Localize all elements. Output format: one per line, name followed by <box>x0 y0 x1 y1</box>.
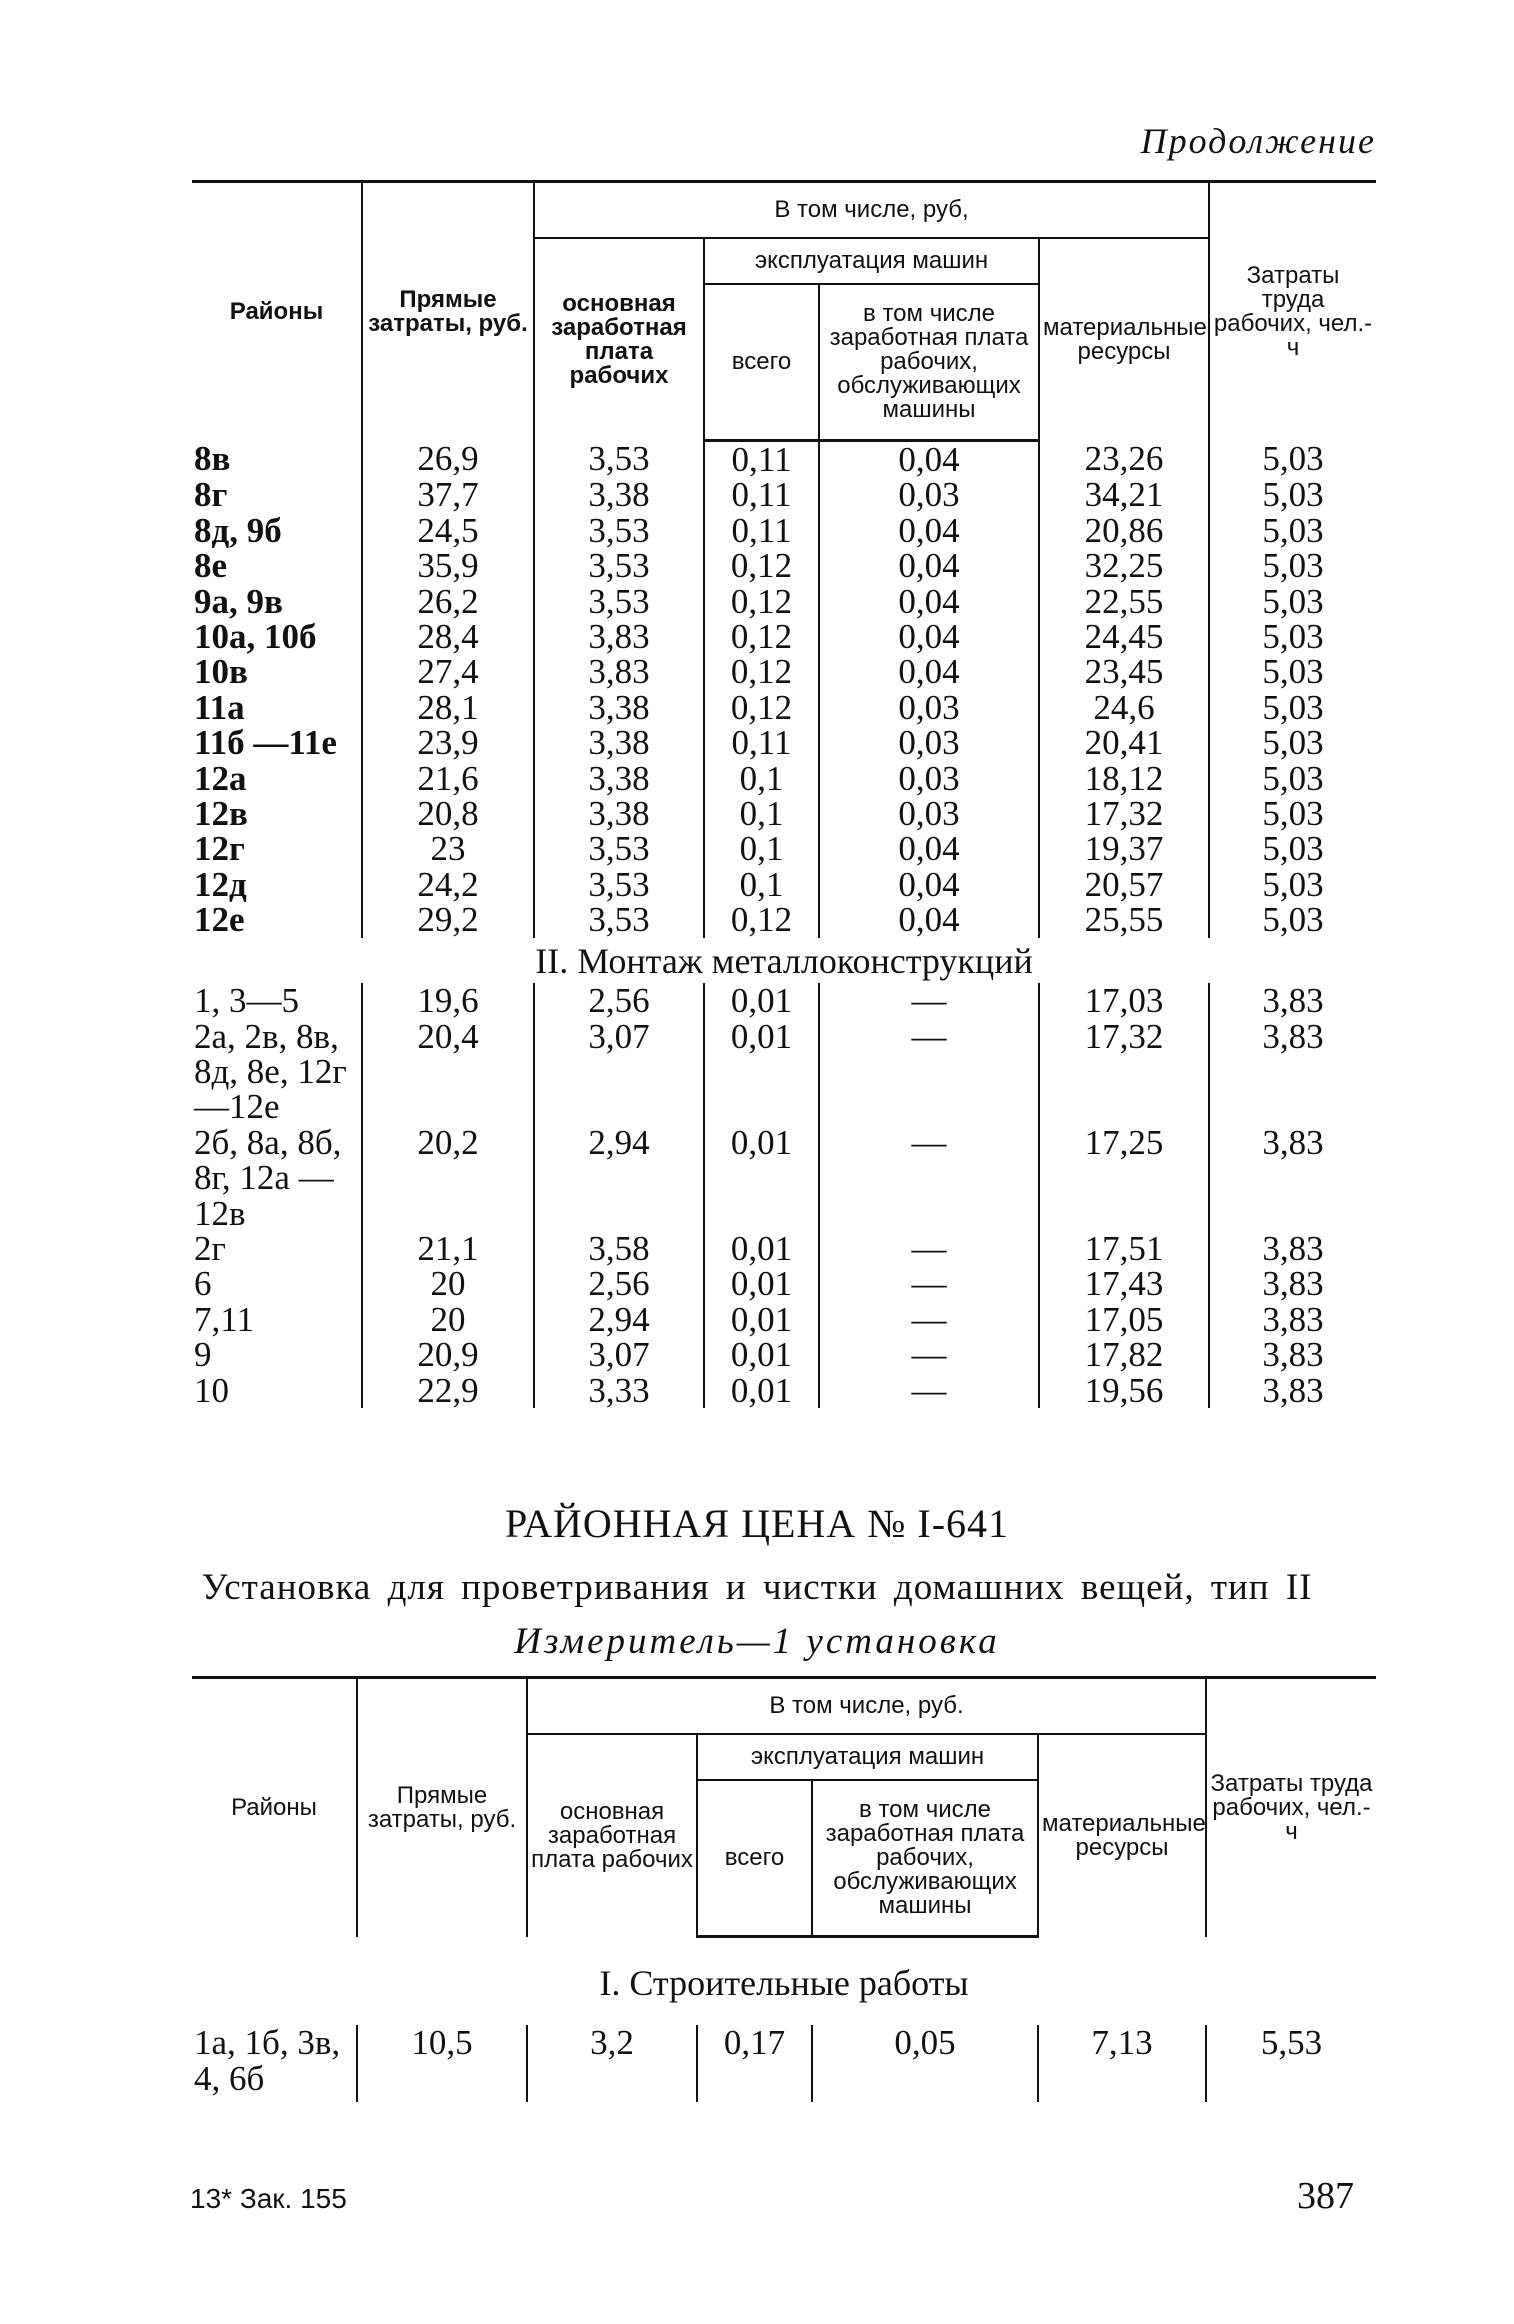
cell-value: 5,03 <box>1209 513 1376 548</box>
cell-value: 0,12 <box>704 690 819 725</box>
cell-value: 5,03 <box>1209 548 1376 583</box>
cell-value: 17,32 <box>1039 796 1209 831</box>
cell-value: 0,04 <box>819 513 1039 548</box>
cell-value: 3,07 <box>534 1019 704 1125</box>
cell-value: 3,53 <box>534 584 704 619</box>
cell-value: 5,03 <box>1209 867 1376 902</box>
cell-value: 5,03 <box>1209 690 1376 725</box>
cell-value: — <box>819 1373 1039 1408</box>
cell-value: 3,53 <box>534 513 704 548</box>
price-table-1 <box>192 180 1376 1408</box>
table-row <box>192 1125 1376 1231</box>
col-ekspluatatsiya: эксплуатация машин <box>704 238 1039 284</box>
cell-rayon: 11б —11е <box>194 723 337 763</box>
col2-materialnye: материальные ресурсы <box>1038 1734 1206 1937</box>
cell-value: — <box>819 1125 1039 1231</box>
cell-rayon: 1, 3—5 <box>194 981 299 1021</box>
table-row <box>192 1231 1376 1266</box>
cell-value: 0,12 <box>704 619 819 654</box>
cell-value: 34,21 <box>1039 477 1209 512</box>
cell-value: 0,11 <box>704 441 819 478</box>
cell-value: — <box>819 1231 1039 1266</box>
cell-value: 17,03 <box>1039 983 1209 1018</box>
cell-value: 0,11 <box>704 513 819 548</box>
cell-value: 0,1 <box>704 796 819 831</box>
cell-value: 0,03 <box>819 725 1039 760</box>
cell-value: 20,86 <box>1039 513 1209 548</box>
cell-rayon: 7,11 <box>194 1299 254 1339</box>
cell-rayon: 1а, 1б, 3в, 4, 6б <box>194 2023 341 2098</box>
cell-value: 24,2 <box>362 867 534 902</box>
page-number: 387 <box>1297 2175 1354 2217</box>
table-row <box>192 796 1376 831</box>
cell-value: 0,12 <box>704 584 819 619</box>
cell-value: 5,03 <box>1209 761 1376 796</box>
cell-value: 21,6 <box>362 761 534 796</box>
cell-value: 3,53 <box>534 902 704 937</box>
col2-pryamye: Прямые затраты, руб. <box>357 1678 527 1937</box>
cell-value: 0,01 <box>704 1337 819 1372</box>
cell-value: 23,26 <box>1039 441 1209 478</box>
cell-value: 17,82 <box>1039 1337 1209 1372</box>
cell-value: 5,53 <box>1206 2025 1376 2102</box>
table-row <box>192 867 1376 902</box>
cell-value: 17,51 <box>1039 1231 1209 1266</box>
cell-value: 0,04 <box>819 441 1039 478</box>
cell-value: — <box>819 983 1039 1018</box>
table-row <box>192 1266 1376 1301</box>
table-row <box>192 441 1376 478</box>
cell-value: 0,1 <box>704 867 819 902</box>
cell-value: 0,04 <box>819 548 1039 583</box>
footer-order: 13* Зак. 155 <box>190 2183 347 2214</box>
cell-value: 3,38 <box>534 761 704 796</box>
cell-rayon: 12а <box>194 758 247 798</box>
cell-value: 0,01 <box>704 1266 819 1301</box>
cell-value: 3,2 <box>527 2025 697 2102</box>
cell-value: 5,03 <box>1209 584 1376 619</box>
col-zatraty: Затраты труда рабочих, чел.-ч <box>1209 182 1376 441</box>
cell-value: 26,2 <box>362 584 534 619</box>
cell-value: 5,03 <box>1209 619 1376 654</box>
continuation-label: Продолжение <box>1140 121 1376 161</box>
col2-vsego: всего <box>697 1780 812 1937</box>
cell-value: 24,45 <box>1039 619 1209 654</box>
cell-value: 3,83 <box>1209 983 1376 1018</box>
cell-value: 0,1 <box>704 831 819 866</box>
cell-value: 3,53 <box>534 867 704 902</box>
cell-value: 18,12 <box>1039 761 1209 796</box>
table-row <box>192 1302 1376 1337</box>
cell-value: 5,03 <box>1209 654 1376 689</box>
col2-zatraty: Затраты труда рабочих, чел.-ч <box>1206 1678 1376 1937</box>
cell-value: 3,33 <box>534 1373 704 1408</box>
table-row <box>192 690 1376 725</box>
cell-value: — <box>819 1337 1039 1372</box>
cell-value: 0,04 <box>819 867 1039 902</box>
table-row <box>192 619 1376 654</box>
cell-value: 24,5 <box>362 513 534 548</box>
cell-value: 25,55 <box>1039 902 1209 937</box>
cell-value: 3,83 <box>1209 1373 1376 1408</box>
cell-value: 0,12 <box>704 902 819 937</box>
cell-value: 5,03 <box>1209 831 1376 866</box>
cell-value: 19,56 <box>1039 1373 1209 1408</box>
cell-value: 0,03 <box>819 690 1039 725</box>
col-rayony: Районы <box>192 182 362 441</box>
cell-value: 3,53 <box>534 831 704 866</box>
cell-value: 20,4 <box>362 1019 534 1125</box>
cell-value: 20,2 <box>362 1125 534 1231</box>
cell-value: 20,41 <box>1039 725 1209 760</box>
cell-value: 2,56 <box>534 983 704 1018</box>
cell-value: 3,38 <box>534 725 704 760</box>
table-row <box>192 513 1376 548</box>
cell-value: 3,53 <box>534 548 704 583</box>
table-row <box>192 902 1376 937</box>
price-title: РАЙОННАЯ ЦЕНА № I-641 <box>504 1501 1010 1546</box>
cell-value: — <box>819 1302 1039 1337</box>
cell-value: 21,1 <box>362 1231 534 1266</box>
cell-value: 3,83 <box>1209 1266 1376 1301</box>
table2-section1 <box>192 1937 1376 2026</box>
col-materialnye: материальные ресурсы <box>1039 238 1209 441</box>
cell-value: 0,04 <box>819 654 1039 689</box>
cell-rayon: 10а, 10б <box>194 617 317 657</box>
cell-value: 0,04 <box>819 831 1039 866</box>
cell-value: 3,83 <box>1209 1125 1376 1231</box>
cell-value: 5,03 <box>1209 902 1376 937</box>
cell-value: 35,9 <box>362 548 534 583</box>
cell-value: 0,01 <box>704 1125 819 1231</box>
cell-value: 0,1 <box>704 761 819 796</box>
cell-value: 20 <box>362 1302 534 1337</box>
cell-value: — <box>819 1019 1039 1125</box>
cell-value: 7,13 <box>1038 2025 1206 2102</box>
cell-value: 20,57 <box>1039 867 1209 902</box>
cell-value: 17,25 <box>1039 1125 1209 1231</box>
cell-rayon: 12в <box>194 794 248 834</box>
col2-osnovnaya: основная заработная плата рабочих <box>527 1734 697 1937</box>
cell-value: 22,55 <box>1039 584 1209 619</box>
cell-value: 5,03 <box>1209 477 1376 512</box>
cell-value: 5,03 <box>1209 441 1376 478</box>
cell-value: 0,11 <box>704 725 819 760</box>
col-osnovnaya: основная заработная плата рабочих <box>534 238 704 441</box>
cell-value: 23,9 <box>362 725 534 760</box>
table-row <box>192 584 1376 619</box>
cell-value: 32,25 <box>1039 548 1209 583</box>
cell-rayon: 12г <box>194 829 245 869</box>
table-row <box>192 831 1376 866</box>
measure-unit: Измеритель—1 установка <box>514 1621 1000 1662</box>
cell-rayon: 8е <box>194 546 228 586</box>
cell-value: 37,7 <box>362 477 534 512</box>
cell-rayon: 11а <box>194 687 245 727</box>
section-title: II. Монтаж металлоконструкций <box>535 940 1033 981</box>
cell-value: 0,03 <box>819 796 1039 831</box>
table-row <box>192 477 1376 512</box>
col2-rayony: Районы <box>192 1678 357 1937</box>
cell-value: 27,4 <box>362 654 534 689</box>
cell-value: 2,94 <box>534 1125 704 1231</box>
cell-value: 19,37 <box>1039 831 1209 866</box>
cell-value: 3,83 <box>1209 1019 1376 1125</box>
table-row <box>192 1337 1376 1372</box>
cell-rayon: 10 <box>194 1370 229 1410</box>
cell-rayon: 12д <box>194 864 247 904</box>
table-row <box>192 725 1376 760</box>
cell-rayon: 6 <box>194 1264 212 1304</box>
cell-value: 0,01 <box>704 983 819 1018</box>
cell-value: 2,56 <box>534 1266 704 1301</box>
cell-value: 0,01 <box>704 1373 819 1408</box>
cell-value: 3,83 <box>534 654 704 689</box>
cell-value: 0,04 <box>819 584 1039 619</box>
cell-value: 17,05 <box>1039 1302 1209 1337</box>
cell-value: 3,38 <box>534 796 704 831</box>
cell-value: 24,6 <box>1039 690 1209 725</box>
cell-rayon: 2г <box>194 1228 226 1268</box>
col-v-tom-chisle-zp: в том числе заработная плата рабочих, обслуживающих машины <box>819 284 1039 441</box>
table1-section2 <box>192 938 1376 983</box>
cell-value: 0,01 <box>704 1231 819 1266</box>
cell-value: 3,38 <box>534 690 704 725</box>
cell-value: — <box>819 1266 1039 1301</box>
table-row <box>192 654 1376 689</box>
section-title: I. Строительные работы <box>599 1963 969 2003</box>
cell-value: 26,9 <box>362 441 534 478</box>
cell-value: 10,5 <box>357 2025 527 2102</box>
col-vsego: всего <box>704 284 819 441</box>
cell-value: 22,9 <box>362 1373 534 1408</box>
col-v-tom-chisle: В том числе, руб, <box>534 182 1209 239</box>
cell-rayon: 8д, 9б <box>194 510 282 550</box>
cell-value: 3,38 <box>534 477 704 512</box>
cell-value: 28,1 <box>362 690 534 725</box>
cell-value: 3,83 <box>1209 1337 1376 1372</box>
table-row <box>192 548 1376 583</box>
cell-rayon: 2а, 2в, 8в, 8д, 8е, 12г —12е <box>194 1016 347 1127</box>
col2-v-tom-chisle: В том числе, руб. <box>527 1678 1206 1735</box>
cell-value: 0,01 <box>704 1019 819 1125</box>
cell-rayon: 9а, 9в <box>194 581 283 621</box>
cell-value: 17,43 <box>1039 1266 1209 1301</box>
item-title: Установка для проветривания и чистки домашних вещей, тип II <box>201 1567 1313 1608</box>
cell-value: 0,17 <box>697 2025 812 2102</box>
cell-value: 3,83 <box>1209 1231 1376 1266</box>
cell-rayon: 8г <box>194 475 228 515</box>
col-pryamye: Прямые затраты, руб. <box>362 182 534 441</box>
cell-value: 23 <box>362 831 534 866</box>
cell-value: 0,12 <box>704 654 819 689</box>
cell-value: 20,9 <box>362 1337 534 1372</box>
table-row <box>192 2025 1376 2102</box>
col2-ekspluatatsiya: эксплуатация машин <box>697 1734 1038 1780</box>
cell-value: 29,2 <box>362 902 534 937</box>
cell-value: 17,32 <box>1039 1019 1209 1125</box>
cell-value: 0,04 <box>819 902 1039 937</box>
cell-value: 3,53 <box>534 441 704 478</box>
cell-value: 0,03 <box>819 477 1039 512</box>
cell-value: 0,03 <box>819 761 1039 796</box>
cell-value: 0,12 <box>704 548 819 583</box>
cell-rayon: 2б, 8а, 8б, 8г, 12а — 12в <box>194 1122 342 1233</box>
cell-value: 5,03 <box>1209 725 1376 760</box>
price-table-2 <box>192 1676 1376 2102</box>
cell-value: 19,6 <box>362 983 534 1018</box>
col2-v-tom-chisle-zp: в том числе заработная плата рабочих, обслуживающих машины <box>812 1780 1038 1937</box>
table-row <box>192 1019 1376 1125</box>
table-row <box>192 983 1376 1018</box>
table1-body-a <box>192 438 1376 940</box>
cell-value: 23,45 <box>1039 654 1209 689</box>
cell-value: 3,07 <box>534 1337 704 1372</box>
cell-rayon: 12е <box>194 900 245 940</box>
cell-rayon: 8в <box>194 438 231 478</box>
cell-value: 2,94 <box>534 1302 704 1337</box>
cell-value: 0,04 <box>819 619 1039 654</box>
cell-value: 3,58 <box>534 1231 704 1266</box>
table-row <box>192 761 1376 796</box>
cell-value: 0,11 <box>704 477 819 512</box>
table-row <box>192 1373 1376 1408</box>
cell-value: 20 <box>362 1266 534 1301</box>
cell-value: 0,05 <box>812 2025 1038 2102</box>
table1-body-b <box>192 983 1376 1408</box>
cell-rayon: 9 <box>194 1335 212 1375</box>
cell-rayon: 10в <box>194 652 248 692</box>
cell-value: 3,83 <box>534 619 704 654</box>
cell-value: 0,01 <box>704 1302 819 1337</box>
cell-value: 20,8 <box>362 796 534 831</box>
cell-value: 28,4 <box>362 619 534 654</box>
cell-value: 3,83 <box>1209 1302 1376 1337</box>
table2-body <box>192 2025 1376 2102</box>
cell-value: 5,03 <box>1209 796 1376 831</box>
